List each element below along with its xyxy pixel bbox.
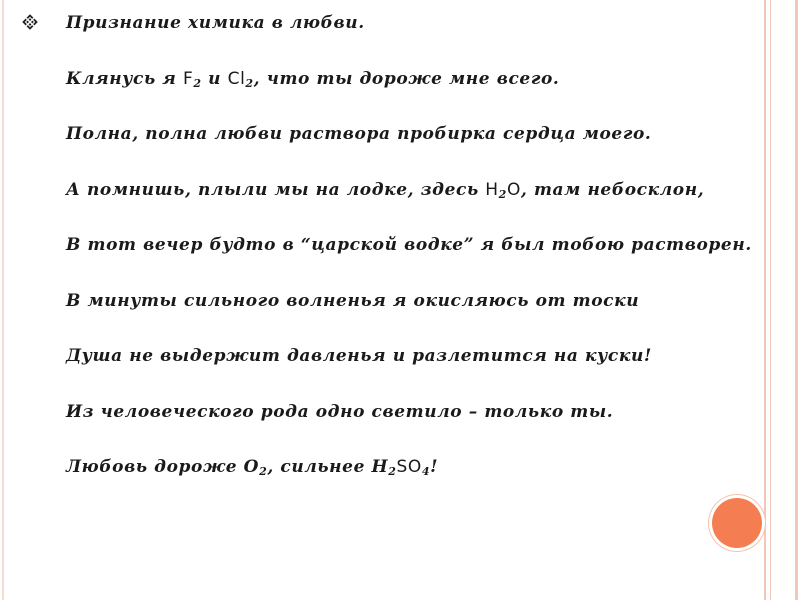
text-run: В минуты сильного волненья я окисляюсь от тоски [66, 290, 640, 311]
frame-right-edge-line [795, 0, 798, 600]
text-run: Из человеческого рода одно светило – только ты. [66, 401, 614, 422]
poem-line [66, 399, 756, 426]
poem-line [66, 121, 756, 148]
poem-text [66, 10, 756, 510]
poem-line [66, 66, 756, 93]
text-run: Признание химика в любви. [66, 13, 365, 33]
text-run: Cl [227, 68, 246, 89]
poem-line [66, 343, 756, 370]
poem-line [66, 177, 756, 204]
text-run: Душа не выдержит давленья и разлетится на куски! [66, 346, 652, 366]
text-run: H [485, 179, 499, 200]
poem-line [66, 232, 756, 259]
poem-line [66, 288, 756, 315]
frame-right-inner-line [770, 0, 771, 600]
subscript: 2 [245, 76, 254, 90]
poem-line [66, 10, 756, 37]
bullet-icon [22, 14, 38, 30]
text-run: F [182, 68, 194, 89]
frame-left-line [2, 0, 4, 600]
text-run: Клянусь я [66, 68, 183, 89]
text-run: O [506, 179, 521, 200]
text-run: , сильнее H [267, 457, 389, 477]
text-run: Полна, полна любви раствора пробирка сердца моего. [66, 124, 652, 144]
text-run: , что ты дороже мне всего. [253, 68, 560, 89]
text-run: и [201, 68, 228, 89]
text-run: ! [430, 457, 439, 477]
text-run: Любовь дороже О [66, 457, 260, 477]
text-run: SO [396, 457, 422, 477]
text-run: , там небосклон, [520, 179, 705, 200]
text-run: А помнишь, плыли мы на лодке, здесь [66, 179, 486, 200]
poem-line [66, 454, 756, 481]
subscript: 4 [421, 465, 431, 478]
subscript: 2 [388, 465, 397, 478]
frame-right-line [764, 0, 766, 600]
subscript: 2 [259, 465, 268, 478]
subscript: 2 [498, 187, 507, 201]
subscript: 2 [193, 76, 202, 90]
text-run: В тот вечер будто в “царской водке” я был тобою растворен. [66, 235, 752, 255]
